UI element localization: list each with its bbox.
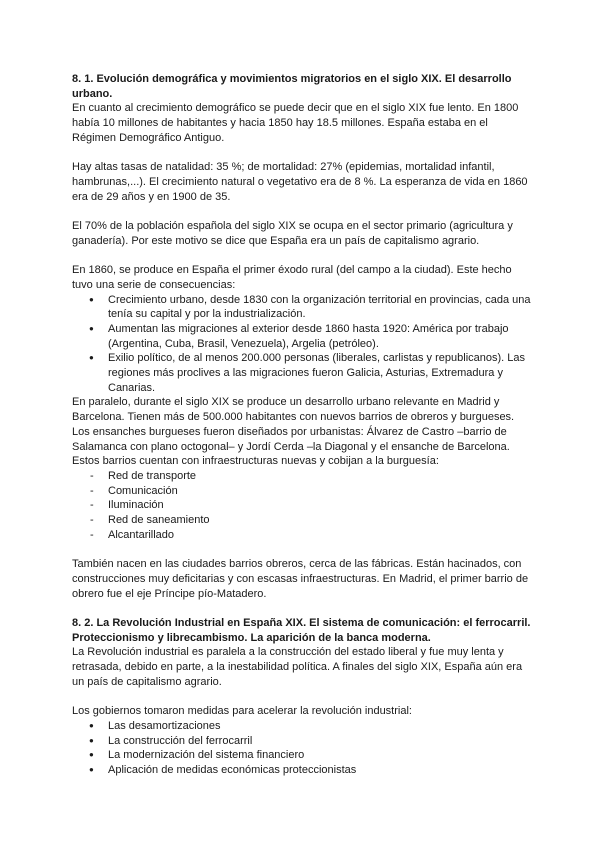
spacer xyxy=(72,542,532,557)
paragraph: Hay altas tasas de natalidad: 35 %; de mortalidad: 27% (epidemias, mortalidad infantil, hambrunas,...). El crecimiento natural o vegetativo era de 8 %. La esperanza de vida en 1860 era de 29 años y en 1900 de 35. xyxy=(72,161,528,203)
list-item: ● Exilio político, de al menos 200.000 personas (liberales, carlistas y republicanos). Las regiones más proclives a las migraciones fueron Galicia, Asturias, Extremadura y Canarias. xyxy=(72,351,532,395)
list-item: - Iluminación xyxy=(72,498,532,513)
list-item: ● Aumentan las migraciones al exterior desde 1860 hasta 1920: América por trabajo (Argentina, Cuba, Brasil, Venezuela), Argelia (petróleo). xyxy=(72,322,532,351)
spacer xyxy=(72,204,532,219)
spacer xyxy=(72,689,532,704)
spacer xyxy=(72,601,532,616)
paragraph: En cuanto al crecimiento demográfico se puede decir que en el siglo XIX fue lento. En 1800 había 10 millones de habitantes y hacia 1850 hay 18.5 millones. España estaba en el Régimen Demográfico Antiguo. xyxy=(72,102,519,144)
spacer xyxy=(72,146,532,161)
section-2-heading: 8. 2. La Revolución Industrial en España XIX. El sistema de comunicación: el ferrocarril. Proteccionismo y librecambismo. La aparición de la banca moderna. xyxy=(72,616,531,644)
list-item: - Comunicación xyxy=(72,484,532,499)
paragraph: También nacen en las ciudades barrios obreros, cerca de las fábricas. Están hacinados, con construcciones muy deficitarias y con escasas infraestructuras. En Madrid, el primer barrio de obrero fue el eje Príncipe pío-Matadero. xyxy=(72,558,529,600)
paragraph: La Revolución industrial es paralela a la construcción del estado liberal y fue muy lenta y retrasada, debido en parte, a la inestabilidad política. A finales del siglo XIX, España aún era un país de capitalismo agrario. xyxy=(72,646,523,688)
consequences-list xyxy=(72,293,532,396)
section-1-heading: 8. 1. Evolución demográfica y movimientos migratorios en el siglo XIX. El desarrollo urbano. xyxy=(72,73,512,100)
list-item: ● Aplicación de medidas económicas proteccionistas xyxy=(72,763,532,778)
list-item: ● Las desamortizaciones xyxy=(72,719,532,734)
measures-list xyxy=(72,719,532,778)
list-item: - Red de transporte xyxy=(72,469,532,484)
paragraph: En 1860, se produce en España el primer éxodo rural (del campo a la ciudad). Este hecho tuvo una serie de consecuencias: xyxy=(72,264,512,291)
list-item: ● La construcción del ferrocarril xyxy=(72,734,532,749)
list-item: ● La modernización del sistema financiero xyxy=(72,748,532,763)
spacer xyxy=(72,248,532,263)
paragraph: El 70% de la población española del siglo XIX se ocupa en el sector primario (agricultura y ganadería). Por este motivo se dice que España era un país de capitalismo agrario. xyxy=(72,220,513,247)
list-item: - Red de saneamiento xyxy=(72,513,532,528)
document-page xyxy=(72,72,532,778)
paragraph: Los gobiernos tomaron medidas para acelerar la revolución industrial: xyxy=(72,705,412,718)
infrastructures-list xyxy=(72,469,532,543)
list-item: ● Crecimiento urbano, desde 1830 con la organización territorial en provincias, cada una tenía su capital y por la industrialización. xyxy=(72,293,532,322)
list-item: - Alcantarillado xyxy=(72,528,532,543)
paragraph: En paralelo, durante el siglo XIX se produce un desarrollo urbano relevante en Madrid y Barcelona. Tienen más de 500.000 habitantes con nuevos barrios de obreros y burgueses. Los ensanches burgueses fueron diseñados por urbanistas: Álvarez de Castro –barrio de Salamanca con plano octogonal– y Jordí Cerda –la Diagonal y el ensanche de Barcelona. Estos barrios cuentan con infraestructuras nuevas y cobijan a la burguesía: xyxy=(72,396,515,468)
